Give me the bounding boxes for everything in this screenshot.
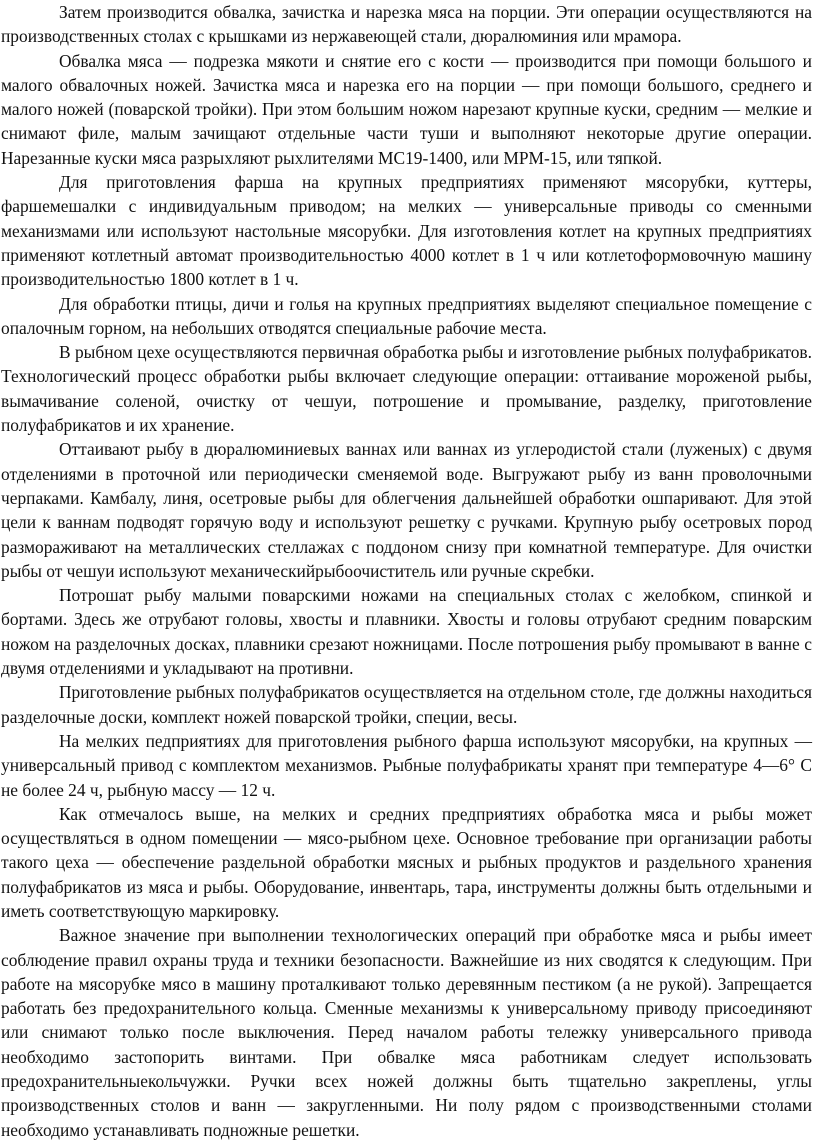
- paragraph-mince-equipment: Для приготовления фарша на крупных предприятиях применяют мясорубки, куттеры, фаршемешалки с индивидуальным приводом; на мелких — универсальные приводы со сменными механизмами или используют настольные мясорубки. Для изготовления котлет на крупных предприятиях применяют котлетный автомат производительностью 4000 котлет в 1 ч или котлетоформовочную машину производительностью 1800 котлет в 1 ч.: [1, 172, 812, 290]
- paragraph-poultry-processing: Для обработки птицы, дичи и голья на крупных предприятиях выделяют специальное помещение с опалочным горном, на небольших отводятся специальные рабочие места.: [1, 293, 812, 338]
- paragraph-safety-rules: Важное значение при выполнении технологических операций при обработке мяса и рыбы имеет соблюдение правил охраны труда и техники безопасности. Важнейшие из них сводятся к следующим. При работе на мясорубке мясо в машину проталкивают только деревянным пестиком (а не рукой). Запрещается работать без предохранительного кольца. Сменные механизмы к универсальному приводу присоединяют или снимают только после выключения. Перед началом работы тележку универсального привода необходимо застопорить винтами. При обвалке мяса работникам следует использовать предохранительныекольчужки. Ручки всех ножей должны быть тщательно закреплены, углы производственных столов и ванн — закругленными. Ни полу рядом с производственными столами необходимо устанавливать подножные решетки.: [1, 925, 812, 1140]
- paragraph-fish-workshop: В рыбном цехе осуществляются первичная обработка рыбы и изготовление рыбных полуфабрикатов. Технологический процесс обработки рыбы включает следующие операции: оттаивание мороженой рыбы, вымачивание соленой, очистку от чешуи, потрошение и промывание, разделку, приготовление полуфабрикатов и их хранение.: [1, 342, 812, 436]
- paragraph-fish-mince-storage: На мелких педприятиях для приготовления рыбного фарша используют мясорубки, на крупных — универсальный привод с комплектом механизмов. Рыбные полуфабрикаты хранят при температуре 4—6° С не более 24 ч, рыбную массу — 12 ч.: [1, 730, 812, 800]
- paragraph-deboning-intro: Затем производится обвалка, зачистка и нарезка мяса на порции. Эти операции осуществляются на производственных столах с крышками из нержавеющей стали, дюралюминия или мрамора.: [1, 2, 812, 47]
- paragraph-fish-gutting: Потрошат рыбу малыми поварскими ножами на специальных столах с желобком, спинкой и бортами. Здесь же отрубают головы, хвосты и плавники. Хвосты и головы отрубают средним поварским ножом на разделочных досках, плавники срезают ножницами. После потрошения рыбу промывают в ванне с двумя отделениями и укладывают на противни.: [1, 585, 812, 679]
- paragraph-fish-semifinished: Приготовление рыбных полуфабрикатов осуществляется на отдельном столе, где должны находиться разделочные доски, комплект ножей поварской тройки, специи, весы.: [1, 682, 812, 727]
- paragraph-fish-thawing: Оттаивают рыбу в дюралюминиевых ваннах или ваннах из углеродистой стали (луженых) с двумя отделениями в проточной или периодически сменяемой воде. Выгружают рыбу из ванн проволочными черпаками. Камбалу, линя, осетровые рыбы для облегчения дальнейшей обработки ошпаривают. Для этой цели к ваннам подводят горячую воду и используют решетку с ручками. Крупную рыбу осетровых пород размораживают на металлических стеллажах с поддоном снизу при комнатной температуре. Для очистки рыбы от чешуи используют механическийрыбоочиститель или ручные скребки.: [1, 439, 812, 581]
- paragraph-meat-fish-workshop: Как отмечалось выше, на мелких и средних предприятиях обработка мяса и рыбы может осуществляться в одном помещении — мясо-рыбном цехе. Основное требование при организации работы такого цеха — обеспечение раздельной обработки мясных и рыбных продуктов и раздельного хранения полуфабрикатов из мяса и рыбы. Оборудование, инвентарь, тара, инструменты должны быть отдельными и иметь соответствующую маркировку.: [1, 803, 812, 921]
- paragraph-deboning-knives: Обвалка мяса — подрезка мякоти и снятие его с кости — производится при помощи большого и малого обвалочных ножей. Зачистка мяса и нарезка его на порции — при помощи большого, среднего и малого ножей (поварской тройки). При этом большим ножом нарезают крупные куски, средним — мелкие и снимают филе, малым зачищают отдельные части туши и выполняют некоторые другие операции. Нарезанные куски мяса разрыхляют рыхлителями МС19-1400, или МРМ-15, или тяпкой.: [1, 50, 812, 168]
